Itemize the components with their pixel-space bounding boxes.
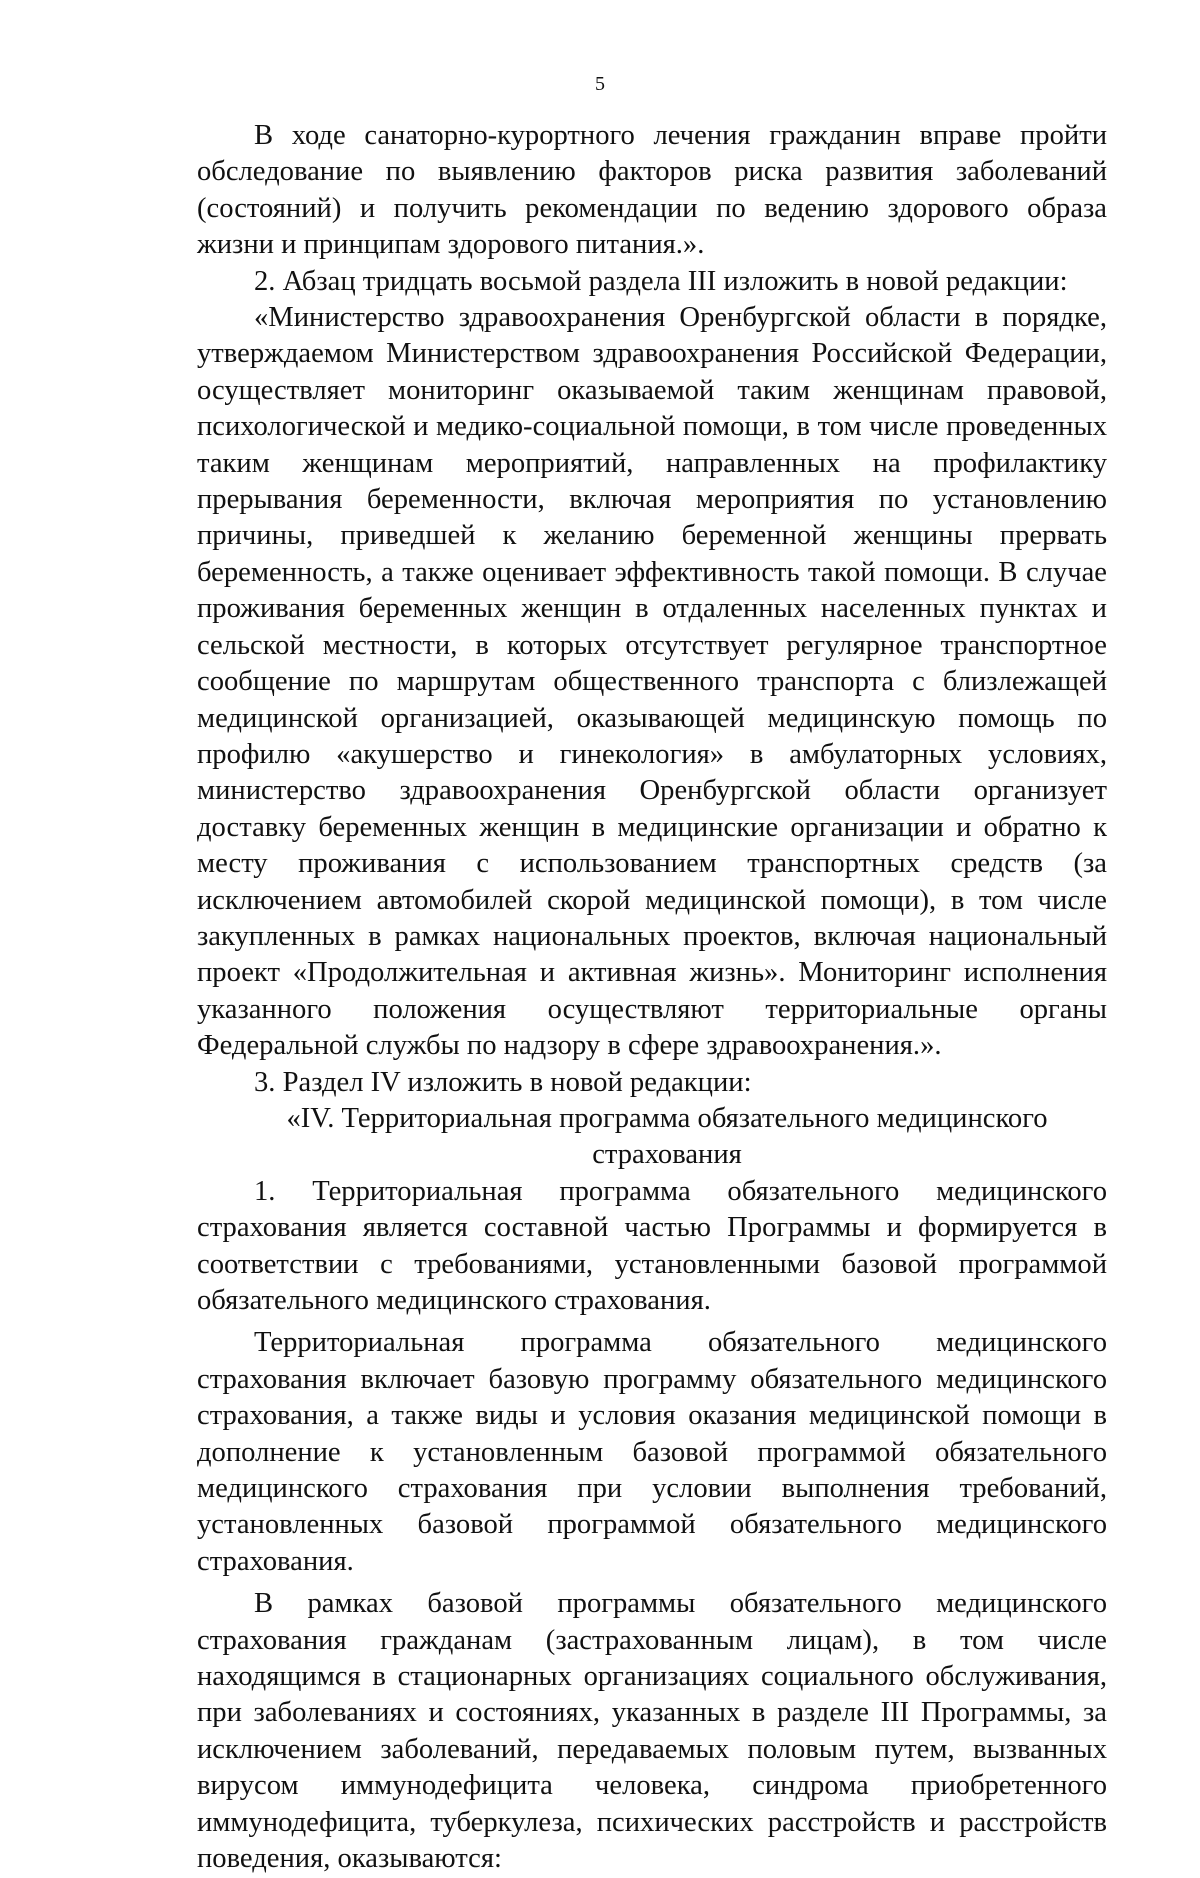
document-body	[197, 118, 1107, 1878]
section-heading-iv: «IV. Территориальная программа обязательного медицинского страхования	[286, 1102, 1048, 1171]
paragraph-basic-program-scope: В рамках базовой программы обязательного медицинского страхования гражданам (застрахованным лицам), в том числе находящимся в стационарных организациях социального обслуживания, при заболеваниях и состояниях, указанных в разделе III Программы, за исключением заболеваний, передаваемых половым путем, вызванных вирусом иммунодефицита человека, синдрома приобретенного иммунодефицита, туберкулеза, психических расстройств и расстройств поведения, оказываются:	[197, 1588, 1107, 1875]
paragraph-amendment-3: 3. Раздел IV изложить в новой редакции:	[254, 1066, 752, 1098]
page-number: 5	[595, 73, 605, 95]
paragraph-territorial-program-1: 1. Территориальная программа обязательного медицинского страхования является составной частью Программы и формируется в соответствии с требованиями, установленными базовой программой обязательного медицинского страхования.	[197, 1175, 1107, 1316]
paragraph-amendment-2: 2. Абзац тридцать восьмой раздела III изложить в новой редакции:	[254, 265, 1068, 297]
paragraph-territorial-program-includes: Территориальная программа обязательного медицинского страхования включает базовую программу обязательного медицинского страхования, а также виды и условия оказания медицинской помощи в дополнение к установленным базовой программой обязательного медицинского страхования при условии выполнения требований, установленных базовой программой обязательного медицинского страхования.	[197, 1327, 1107, 1577]
paragraph-sanatorium-examination: В ходе санаторно-курортного лечения гражданин вправе пройти обследование по выявлению факторов риска развития заболеваний (состояний) и получить рекомендации по ведению здорового образа жизни и принципам здорового питания.».	[197, 120, 1107, 261]
paragraph-ministry-monitoring: «Министерство здравоохранения Оренбургской области в порядке, утверждаемом Министерством здравоохранения Российской Федерации, осуществляет мониторинг оказываемой таким женщинам правовой, психологической и медико-социальной помощи, в том числе проведенных таким женщинам мероприятий, направленных на профилактику прерывания беременности, включая мероприятия по установлению причины, приведшей к желанию беременной женщины прервать беременность, а также оценивает эффективность такой помощи. В случае проживания беременных женщин в отдаленных населенных пунктах и сельской местности, в которых отсутствует регулярное транспортное сообщение по маршрутам общественного транспорта с близлежащей медицинской организацией, оказывающей медицинскую помощь по профилю «акушерство и гинекология» в амбулаторных условиях, министерство здравоохранения Оренбургской области организует доставку беременных женщин в медицинские организации и обратно к месту проживания с использованием транспортных средств (за исключением автомобилей скорой медицинской помощи), в том числе закупленных в рамках национальных проектов, включая национальный проект «Продолжительная и активная жизнь». Мониторинг исполнения указанного положения осуществляют территориальные органы Федеральной службы по надзору в сфере здравоохранения.».	[197, 302, 1107, 1062]
